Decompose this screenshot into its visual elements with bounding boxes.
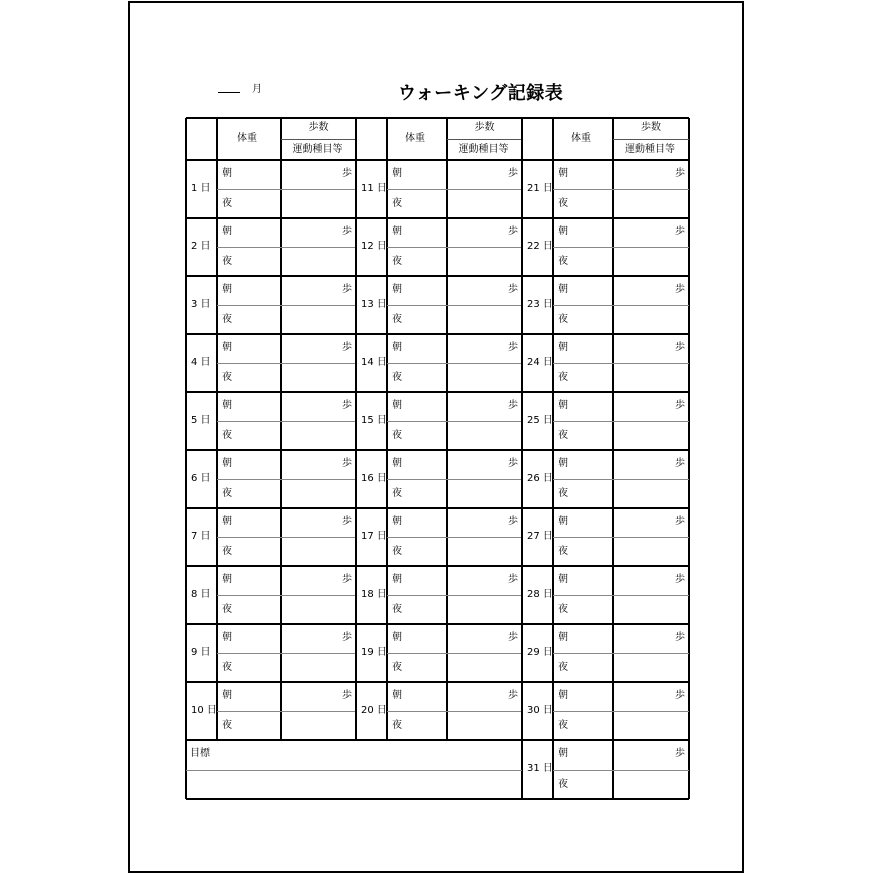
morning-label: 朝 [558, 342, 568, 353]
step-mark: 歩 [342, 574, 352, 585]
row-half-line [553, 653, 689, 654]
header-weight: 体重 [405, 133, 425, 144]
row-half-line [217, 537, 356, 538]
day-label: 7 日 [191, 531, 211, 542]
header-steps-divider [613, 139, 689, 140]
day-label: 19 日 [361, 647, 387, 658]
step-mark: 歩 [342, 226, 352, 237]
row-line [356, 681, 522, 683]
row-half-line [217, 595, 356, 596]
night-label: 夜 [558, 604, 568, 615]
step-mark: 歩 [342, 632, 352, 643]
row-half-line [217, 711, 356, 712]
step-mark: 歩 [675, 574, 685, 585]
row-half-line [387, 711, 522, 712]
morning-label: 朝 [558, 574, 568, 585]
night-label: 夜 [222, 604, 232, 615]
night-label: 夜 [558, 198, 568, 209]
step-mark: 歩 [675, 632, 685, 643]
step-mark: 歩 [508, 168, 518, 179]
row-half-line [387, 247, 522, 248]
day-label-31: 31 日 [527, 763, 553, 774]
row-half-line [553, 595, 689, 596]
night-label: 夜 [222, 256, 232, 267]
morning-label: 朝 [392, 342, 402, 353]
day-label: 24 日 [527, 357, 553, 368]
day-label: 26 日 [527, 473, 553, 484]
day-label: 23 日 [527, 299, 553, 310]
row-line [522, 391, 689, 393]
night-label: 夜 [222, 430, 232, 441]
morning-label: 朝 [558, 748, 568, 759]
night-label: 夜 [558, 430, 568, 441]
morning-label: 朝 [392, 632, 402, 643]
row-half-line [553, 363, 689, 364]
step-mark: 歩 [342, 690, 352, 701]
row-line [356, 217, 522, 219]
row-line [356, 565, 522, 567]
row-half-line [217, 653, 356, 654]
night-label: 夜 [558, 546, 568, 557]
morning-label: 朝 [222, 690, 232, 701]
day-label: 20 日 [361, 705, 387, 716]
morning-label: 朝 [222, 516, 232, 527]
row-half-line [387, 305, 522, 306]
step-mark: 歩 [508, 574, 518, 585]
night-label: 夜 [392, 314, 402, 325]
step-mark: 歩 [508, 458, 518, 469]
row-line [186, 391, 356, 393]
step-mark: 歩 [675, 168, 685, 179]
step-mark: 歩 [342, 458, 352, 469]
day-label: 11 日 [361, 183, 387, 194]
step-mark: 歩 [508, 516, 518, 527]
day-label: 8 日 [191, 589, 211, 600]
row-line [356, 449, 522, 451]
row-line [522, 507, 689, 509]
row-half-line [387, 363, 522, 364]
step-mark: 歩 [675, 748, 685, 759]
night-label: 夜 [222, 372, 232, 383]
day-label: 27 日 [527, 531, 553, 542]
step-mark: 歩 [342, 284, 352, 295]
day-label: 17 日 [361, 531, 387, 542]
step-mark: 歩 [508, 226, 518, 237]
step-mark: 歩 [675, 516, 685, 527]
night-label: 夜 [222, 488, 232, 499]
day-label: 28 日 [527, 589, 553, 600]
row-line [356, 333, 522, 335]
header-steps-divider [447, 139, 522, 140]
morning-label: 朝 [222, 400, 232, 411]
row-line [522, 275, 689, 277]
night-label: 夜 [222, 546, 232, 557]
row-half-line [217, 247, 356, 248]
night-label: 夜 [392, 256, 402, 267]
header-steps-divider [281, 139, 356, 140]
row-line [186, 275, 356, 277]
morning-label: 朝 [392, 284, 402, 295]
weight-column-line [280, 118, 282, 740]
row-line [186, 449, 356, 451]
row-line [186, 507, 356, 509]
row-half-line [553, 711, 689, 712]
day-label: 5 日 [191, 415, 211, 426]
day-label: 30 日 [527, 705, 553, 716]
step-mark: 歩 [342, 342, 352, 353]
goal-label: 目標 [190, 748, 210, 759]
header-exercise: 運動種目等 [625, 144, 675, 155]
morning-label: 朝 [558, 226, 568, 237]
morning-label: 朝 [558, 400, 568, 411]
header-weight: 体重 [571, 133, 591, 144]
day-label: 2 日 [191, 241, 211, 252]
row-line [522, 681, 689, 683]
morning-label: 朝 [558, 516, 568, 527]
night-label: 夜 [558, 779, 568, 790]
night-label: 夜 [222, 662, 232, 673]
night-label: 夜 [558, 314, 568, 325]
night-label: 夜 [222, 720, 232, 731]
row-half-line [553, 305, 689, 306]
row-half-line [553, 770, 689, 771]
step-mark: 歩 [342, 400, 352, 411]
step-mark: 歩 [675, 690, 685, 701]
header-weight: 体重 [237, 133, 257, 144]
day-column-line [552, 118, 554, 799]
row-half-line [387, 537, 522, 538]
morning-label: 朝 [392, 400, 402, 411]
night-label: 夜 [558, 488, 568, 499]
night-label: 夜 [222, 198, 232, 209]
row-line [522, 623, 689, 625]
step-mark: 歩 [675, 342, 685, 353]
header-steps: 歩数 [641, 122, 661, 133]
night-label: 夜 [392, 604, 402, 615]
night-label: 夜 [558, 720, 568, 731]
row-line [522, 449, 689, 451]
morning-label: 朝 [392, 226, 402, 237]
day-label: 14 日 [361, 357, 387, 368]
row-half-line [553, 189, 689, 190]
row-line [186, 565, 356, 567]
month-label: 月 [252, 84, 262, 95]
row-half-line [217, 189, 356, 190]
row-line [356, 159, 522, 161]
step-mark: 歩 [508, 284, 518, 295]
table-border-left [185, 118, 187, 799]
row-line [186, 623, 356, 625]
step-mark: 歩 [675, 458, 685, 469]
day-label: 6 日 [191, 473, 211, 484]
row-line [186, 159, 356, 161]
step-mark: 歩 [675, 226, 685, 237]
step-mark: 歩 [675, 400, 685, 411]
header-steps: 歩数 [474, 122, 495, 133]
morning-label: 朝 [558, 690, 568, 701]
night-label: 夜 [392, 430, 402, 441]
night-label: 夜 [392, 488, 402, 499]
row-half-line [553, 479, 689, 480]
row-half-line [217, 479, 356, 480]
morning-label: 朝 [222, 226, 232, 237]
morning-label: 朝 [392, 516, 402, 527]
step-mark: 歩 [508, 632, 518, 643]
row-half-line [553, 421, 689, 422]
step-mark: 歩 [508, 400, 518, 411]
morning-label: 朝 [392, 690, 402, 701]
weight-column-line [446, 118, 448, 740]
row-half-line [387, 653, 522, 654]
day-label: 15 日 [361, 415, 387, 426]
row-line [522, 217, 689, 219]
day-label: 13 日 [361, 299, 387, 310]
header-steps: 歩数 [308, 122, 329, 133]
morning-label: 朝 [222, 342, 232, 353]
header-exercise: 運動種目等 [458, 144, 509, 155]
morning-label: 朝 [392, 168, 402, 179]
page-title: ウォーキング記録表 [398, 83, 564, 104]
walking-record-table [186, 118, 689, 799]
header-exercise: 運動種目等 [292, 144, 343, 155]
day-label: 16 日 [361, 473, 387, 484]
month-blank-line[interactable] [218, 92, 240, 93]
table-border-right [688, 118, 690, 799]
row-line [186, 217, 356, 219]
day-column-line [216, 118, 218, 740]
weight-column-line [612, 118, 614, 799]
night-label: 夜 [222, 314, 232, 325]
row-half-line [387, 479, 522, 480]
morning-label: 朝 [558, 458, 568, 469]
step-mark: 歩 [508, 690, 518, 701]
step-mark: 歩 [675, 284, 685, 295]
day-label: 10 日 [191, 705, 217, 716]
step-mark: 歩 [342, 168, 352, 179]
row-half-line [217, 305, 356, 306]
row-line [522, 565, 689, 567]
night-label: 夜 [558, 372, 568, 383]
day-label: 29 日 [527, 647, 553, 658]
step-mark: 歩 [342, 516, 352, 527]
row-line [356, 623, 522, 625]
row-line [356, 391, 522, 393]
night-label: 夜 [558, 662, 568, 673]
row-line [186, 681, 356, 683]
day-label: 12 日 [361, 241, 387, 252]
morning-label: 朝 [222, 458, 232, 469]
row-half-line [387, 189, 522, 190]
day-label: 21 日 [527, 183, 553, 194]
morning-label: 朝 [222, 632, 232, 643]
day-label: 22 日 [527, 241, 553, 252]
night-label: 夜 [392, 372, 402, 383]
morning-label: 朝 [558, 168, 568, 179]
morning-label: 朝 [558, 632, 568, 643]
row-line [522, 333, 689, 335]
row-line [186, 333, 356, 335]
day-label: 3 日 [191, 299, 211, 310]
morning-label: 朝 [392, 574, 402, 585]
step-mark: 歩 [508, 342, 518, 353]
day-label: 18 日 [361, 589, 387, 600]
row-half-line [217, 363, 356, 364]
row-line [186, 739, 689, 741]
night-label: 夜 [392, 662, 402, 673]
day-label: 9 日 [191, 647, 211, 658]
morning-label: 朝 [222, 284, 232, 295]
row-half-line [387, 421, 522, 422]
group-separator [355, 118, 357, 740]
morning-label: 朝 [558, 284, 568, 295]
row-line [522, 159, 689, 161]
day-label: 1 日 [191, 183, 211, 194]
row-half-line [387, 595, 522, 596]
row-half-line [217, 421, 356, 422]
row-line [356, 275, 522, 277]
group-separator [521, 118, 523, 799]
goal-divider-line [186, 770, 522, 771]
day-label: 25 日 [527, 415, 553, 426]
night-label: 夜 [392, 720, 402, 731]
night-label: 夜 [558, 256, 568, 267]
night-label: 夜 [392, 198, 402, 209]
day-label: 4 日 [191, 357, 211, 368]
night-label: 夜 [392, 546, 402, 557]
row-line [356, 507, 522, 509]
row-half-line [553, 247, 689, 248]
morning-label: 朝 [222, 168, 232, 179]
morning-label: 朝 [392, 458, 402, 469]
morning-label: 朝 [222, 574, 232, 585]
row-half-line [553, 537, 689, 538]
